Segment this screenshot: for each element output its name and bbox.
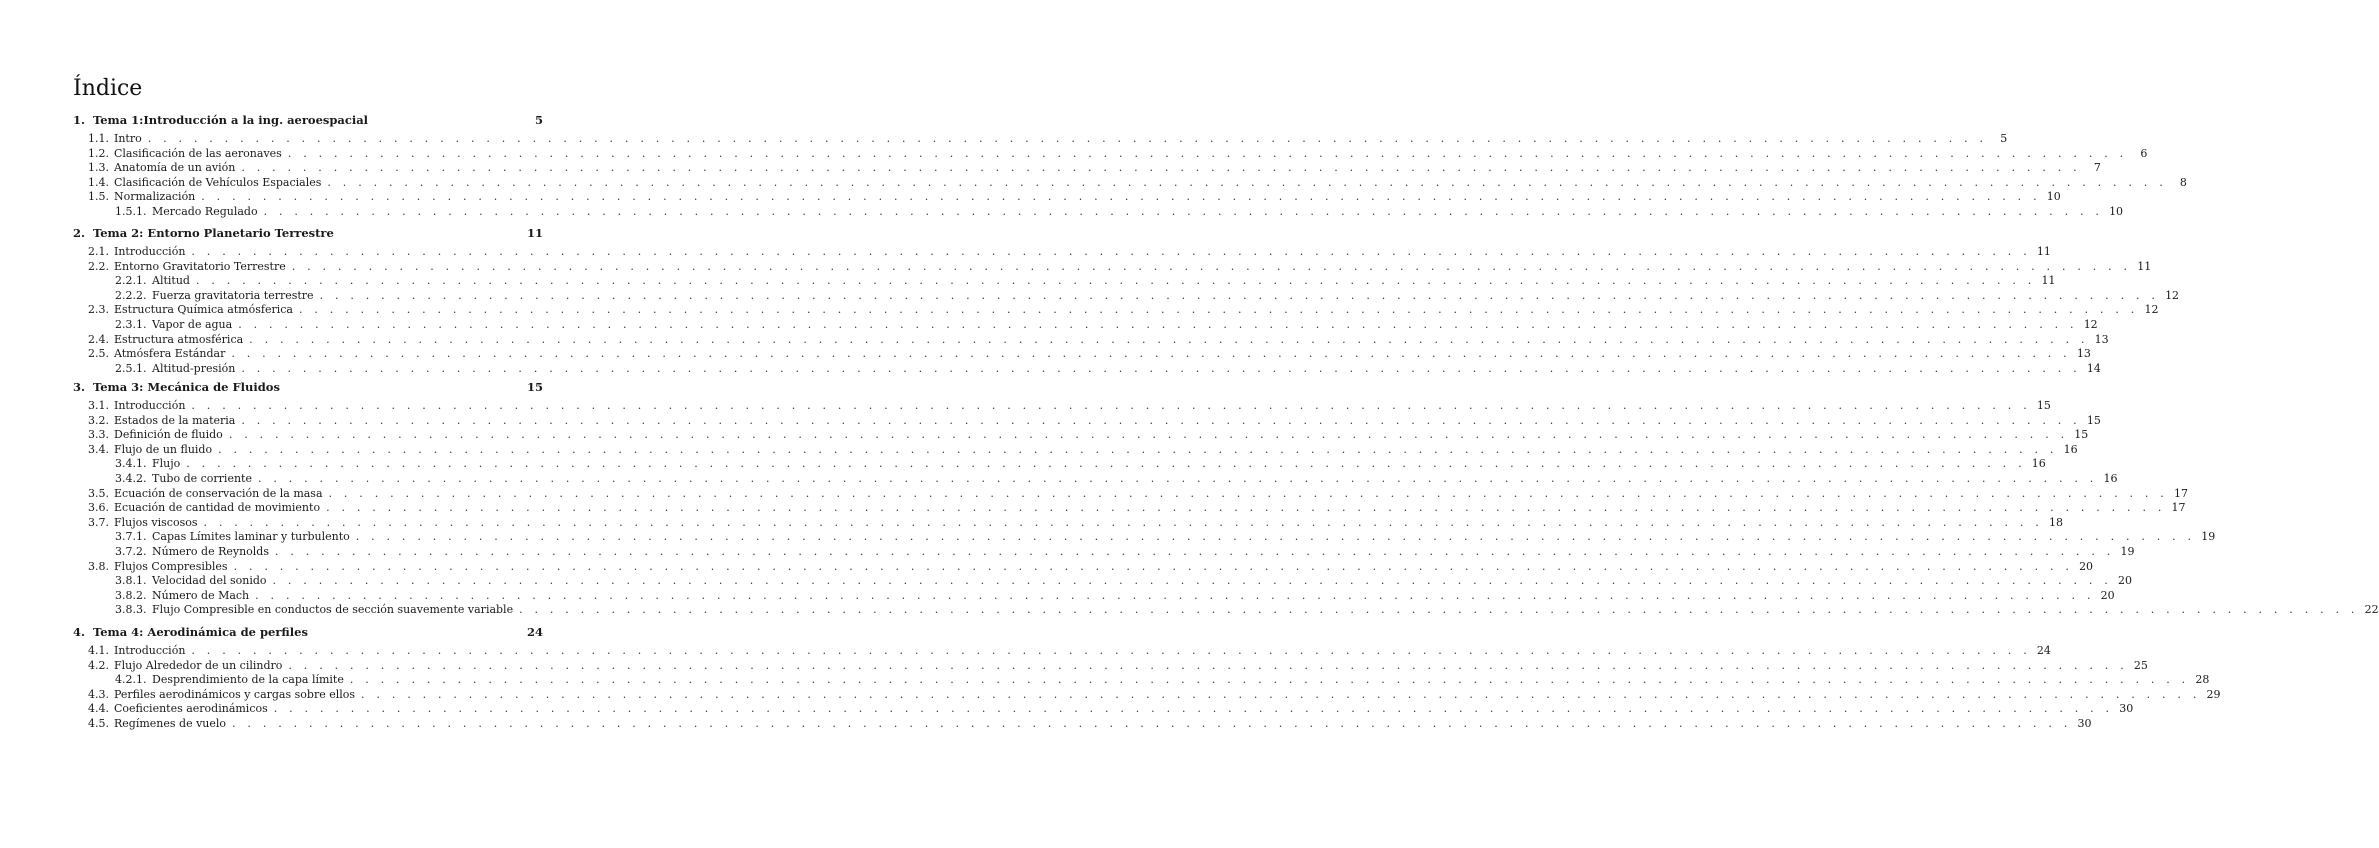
entry-title: Estructura Química atmósferica xyxy=(114,303,293,317)
entry-number: 4.3. xyxy=(88,687,109,701)
leader-dots: . . . . . . . . . . . . . . . . . . . . . . . . . . . . . . . . . . . . . . . . . . . . . . . . . . . . . . . . . . . . . . . . . . . . . . . . . . . . . . . . . . . . . . . . . . . . . . . . . . . . . . . . . . . . . . . . . . . . . . . . xyxy=(203,515,2043,529)
entry-page-number: 13 xyxy=(2094,332,2109,346)
entry-number: 3.8.2. xyxy=(115,588,147,602)
chapter-page-number: 11 xyxy=(526,226,543,240)
leader-dots: . . . . . . . . . . . . . . . . . . . . . . . . . . . . . . . . . . . . . . . . . . . . . . . . . . . . . . . . . . . . . . . . . . . . . . . . . . . . . . . . . . . . . . . . . . . . . . . . . . . . . . . . . . . . . . . . . . . . . . . . xyxy=(326,501,2166,515)
entry-title: Ecuación de conservación de la masa xyxy=(114,486,323,500)
leader-dots: . . . . . . . . . . . . . . . . . . . . . . . . . . . . . . . . . . . . . . . . . . . . . . . . . . . . . . . . . . . . . . . . . . . . . . . . . . . . . . . . . . . . . . . . . . . . . . . . . . . . . . . . . . . . . . . . . . . . . . . . xyxy=(287,146,2128,160)
entry-title: Fuerza gravitatoria terrestre xyxy=(152,288,314,302)
entry-number: 1.5.1. xyxy=(115,205,147,218)
toc-subsection-row[interactable] xyxy=(73,288,2180,303)
entry-number: 1.3. xyxy=(88,161,109,175)
leader-dots: . . . . . . . . . . . . . . . . . . . . . . . . . . . . . . . . . . . . . . . . . . . . . . . . . . . . . . . . . . . . . . . . . . . . . . . . . . . . . . . . . . . . . . . . . . . . . . . . . . . . . . . . . . . . . . . . . . . . . . . . xyxy=(238,318,2078,331)
entry-page-number: 13 xyxy=(2076,347,2091,361)
entry-number: 2.4. xyxy=(88,332,109,346)
toc-section-row[interactable] xyxy=(73,501,2186,515)
leader-dots: . . . . . . . . . . . . . . . . . . . . . . . . . . . . . . . . . . . . . . . . . . . . . . . . . . . . . . . . . . . . . . . . . . . . . . . . . . . . . . . . . . . . . . . . . . . . . . . . . . . . . . . . . . . . . . . . . . . . . . . . xyxy=(328,486,2168,500)
entry-title: Flujos viscosos xyxy=(114,515,198,529)
leader-dots: . . . . . . . . . . . . . . . . . . . . . . . . . . . . . . . . . . . . . . . . . . . . . . . . . . . . . . . . . . . . . . . . . . . . . . . . . . . . . . . . . . . . . . . . . . . . . . . . . . . . . . . . . . . . . . . . . . . . . . . . xyxy=(241,161,2081,175)
toc-section-row[interactable] xyxy=(73,399,2051,413)
toc-section-row[interactable] xyxy=(73,687,2221,702)
toc-section-row[interactable] xyxy=(73,442,2078,457)
entry-page-number: 8 xyxy=(2179,175,2187,189)
leader-dots: . . . . . . . . . . . . . . . . . . . . . . . . . . . . . . . . . . . . . . . . . . . . . . . . . . . . . . . . . . . . . . . . . . . . . . . . . . . . . . . . . . . . . . . . . . . . . . . . . . . . . . . . . . . . . . . . . . . . . . . . xyxy=(355,530,2196,544)
entry-page-number: 14 xyxy=(2086,361,2101,375)
chapter-number: 4. xyxy=(73,625,86,639)
entry-title: Coeficientes aerodinámicos xyxy=(114,702,268,716)
toc-subsection-row[interactable] xyxy=(73,472,2118,486)
toc-chapter-row[interactable] xyxy=(73,113,543,127)
entry-page-number: 20 xyxy=(2100,588,2115,602)
toc-subsection-row[interactable] xyxy=(73,530,2216,544)
entry-number: 2.2.2. xyxy=(115,288,147,302)
entry-title: Clasificación de las aeronaves xyxy=(114,146,282,160)
entry-page-number: 12 xyxy=(2144,303,2159,317)
entry-number: 1.4. xyxy=(88,175,109,189)
toc-chapter-row[interactable] xyxy=(73,625,543,639)
entry-page-number: 11 xyxy=(2041,274,2056,288)
entry-number: 3.4. xyxy=(88,442,109,456)
entry-title: Flujos Compresibles xyxy=(114,559,228,573)
entry-number: 2.1. xyxy=(88,245,109,258)
entry-number: 3.8. xyxy=(88,559,109,573)
entry-title: Altitud xyxy=(152,274,190,288)
leader-dots: . . . . . . . . . . . . . . . . . . . . . . . . . . . . . . . . . . . . . . . . . . . . . . . . . . . . . . . . . . . . . . . . . . . . . . . . . . . . . . . . . . . . . . . . . . . . . . . . . . . . . . . . . . . . . . . . . . . . . . . . xyxy=(191,399,2031,412)
entry-page-number: 16 xyxy=(2031,457,2046,471)
entry-title: Desprendimiento de la capa límite xyxy=(152,673,344,687)
entry-title: Definición de fluido xyxy=(114,428,223,442)
entry-page-number: 15 xyxy=(2036,399,2051,412)
entry-number: 1.2. xyxy=(88,146,109,160)
entry-title: Introducción xyxy=(114,644,186,657)
toc-section-row[interactable] xyxy=(73,559,2094,574)
toc-section-row[interactable] xyxy=(73,515,2063,530)
leader-dots: . . . . . . . . . . . . . . . . . . . . . . . . . . . . . . . . . . . . . . . . . . . . . . . . . . . . . . . . . . . . . . . . . . . . . . . . . . . . . . . . . . . . . . . . . . . . . . . . . . . . . . . . . . . . . . . . . . . . . . . . xyxy=(241,361,2081,375)
toc-section-row[interactable] xyxy=(73,413,2101,428)
entry-title: Flujo xyxy=(152,457,181,471)
entry-number: 2.5. xyxy=(88,347,109,361)
leader-dots: . . . . . . . . . . . . . . . . . . . . . . . . . . . . . . . . . . . . . . . . . . . . . . . . . . . . . . . . . . . . . . . . . . . . . . . . . . . . . . . . . . . . . . . . . . . . . . . . . . . . . . . . . . . . . . . . . . . . . . . . xyxy=(191,245,2031,258)
entry-page-number: 10 xyxy=(2046,190,2061,204)
toc-section-row[interactable] xyxy=(73,428,2089,442)
leader-dots: . . . . . . . . . . . . . . . . . . . . . . . . . . . . . . . . . . . . . . . . . . . . . . . . . . . . . . . . . . . . . . . . . . . . . . . . . . . . . . . . . . . . . . . . . . . . . . . . . . . . . . . . . . . . . . . . . . . . . . . . xyxy=(275,545,2115,558)
entry-number: 3.8.1. xyxy=(115,574,147,588)
entry-page-number: 25 xyxy=(2133,658,2148,672)
entry-page-number: 18 xyxy=(2048,515,2063,529)
toc-subsection-row[interactable] xyxy=(73,673,2210,687)
entry-title: Altitud-presión xyxy=(152,361,236,375)
toc-section-row[interactable] xyxy=(73,332,2109,347)
entry-number: 1.5. xyxy=(88,190,109,204)
entry-title: Flujo Alrededor de un cilindro xyxy=(114,658,283,672)
entry-number: 2.3. xyxy=(88,303,109,317)
chapter-number: 3. xyxy=(73,380,86,394)
entry-title: Clasificación de Vehículos Espaciales xyxy=(114,175,322,189)
leader-dots: . . . . . . . . . . . . . . . . . . . . . . . . . . . . . . . . . . . . . . . . . . . . . . . . . . . . . . . . . . . . . . . . . . . . . . . . . . . . . . . . . . . . . . . . . . . . . . . . . . . . . . . . . . . . . . . . . . . . . . . . xyxy=(319,288,2160,302)
entry-title: Entorno Gravitatorio Terrestre xyxy=(114,259,286,273)
entry-title: Intro xyxy=(114,132,142,145)
toc-section-row[interactable] xyxy=(73,175,2187,190)
entry-number: 3.4.1. xyxy=(115,457,147,471)
entry-page-number: 17 xyxy=(2174,486,2188,500)
entry-page-number: 29 xyxy=(2206,687,2221,701)
entry-title: Vapor de agua xyxy=(152,318,233,331)
entry-page-number: 5 xyxy=(2000,132,2008,145)
chapter-title: Tema 4: Aerodinámica de perfiles xyxy=(93,625,308,639)
entry-title: Mercado Regulado xyxy=(152,205,258,218)
entry-page-number: 15 xyxy=(2086,413,2101,427)
entry-number: 4.4. xyxy=(88,702,109,716)
toc-chapter-row[interactable] xyxy=(73,380,543,394)
leader-dots: . . . . . . . . . . . . . . . . . . . . . . . . . . . . . . . . . . . . . . . . . . . . . . . . . . . . . . . . . . . . . . . . . . . . . . . . . . . . . . . . . . . . . . . . . . . . . . . . . . . . . . . . . . . . . . . . . . . . . . . . xyxy=(201,190,2041,204)
entry-title: Regímenes de vuelo xyxy=(114,717,227,730)
entry-page-number: 28 xyxy=(2195,673,2210,687)
entry-number: 4.2.1. xyxy=(115,673,147,687)
entry-number: 3.7. xyxy=(88,515,109,529)
toc-section-row[interactable] xyxy=(73,486,2188,501)
entry-page-number: 11 xyxy=(2036,245,2051,258)
toc-section-row[interactable] xyxy=(73,245,2051,259)
toc-section-row[interactable] xyxy=(73,347,2091,361)
entry-page-number: 16 xyxy=(2103,472,2118,485)
leader-dots: . . . . . . . . . . . . . . . . . . . . . . . . . . . . . . . . . . . . . . . . . . . . . . . . . . . . . . . . . . . . . . . . . . . . . . . . . . . . . . . . . . . . . . . . . . . . . . . . . . . . . . . . . . . . . . . . . . . . . . . . xyxy=(147,132,1988,145)
chapter-title: Tema 1:Introducción a la ing. aeroespacial xyxy=(93,113,369,127)
leader-dots: . . . . . . . . . . . . . . . . . . . . . . . . . . . . . . . . . . . . . . . . . . . . . . . . . . . . . . . . . . . . . . . . . . . . . . . . . . . . . . . . . . . . . . . . . . . . . . . . . . . . . . . . . . . . . . . . . . . . . . . . xyxy=(255,588,2095,602)
leader-dots: . . . . . . . . . . . . . . . . . . . . . . . . . . . . . . . . . . . . . . . . . . . . . . . . . . . . . . . . . . . . . . . . . . . . . . . . . . . . . . . . . . . . . . . . . . . . . . . . . . . . . . . . . . . . . . . . . . . . . . . . xyxy=(519,603,2359,617)
entry-title: Normalización xyxy=(114,190,196,204)
entry-title: Anatomía de un avión xyxy=(114,161,236,175)
entry-page-number: 20 xyxy=(2079,559,2094,573)
entry-number: 3.6. xyxy=(88,501,109,515)
toc-section-row[interactable] xyxy=(73,190,2061,204)
entry-number: 2.3.1. xyxy=(115,318,147,331)
entry-number: 2.5.1. xyxy=(115,361,147,375)
leader-dots: . . . . . . . . . . . . . . . . . . . . . . . . . . . . . . . . . . . . . . . . . . . . . . . . . . . . . . . . . . . . . . . . . . . . . . . . . . . . . . . . . . . . . . . . . . . . . . . . . . . . . . . . . . . . . . . . . . . . . . . . xyxy=(233,559,2074,573)
entry-page-number: 15 xyxy=(2074,428,2089,442)
leader-dots: . . . . . . . . . . . . . . . . . . . . . . . . . . . . . . . . . . . . . . . . . . . . . . . . . . . . . . . . . . . . . . . . . . . . . . . . . . . . . . . . . . . . . . . . . . . . . . . . . . . . . . . . . . . . . . . . . . . . . . . . xyxy=(291,259,2132,273)
entry-title: Estructura atmosférica xyxy=(114,332,244,346)
toc-section-row[interactable] xyxy=(73,303,2159,317)
entry-page-number: 30 xyxy=(2077,717,2092,730)
entry-page-number: 30 xyxy=(2119,702,2134,716)
entry-title: Perfiles aerodinámicos y cargas sobre ellos xyxy=(114,687,356,701)
leader-dots: . . . . . . . . . . . . . . . . . . . . . . . . . . . . . . . . . . . . . . . . . . . . . . . . . . . . . . . . . . . . . . . . . . . . . . . . . . . . . . . . . . . . . . . . . . . . . . . . . . . . . . . . . . . . . . . . . . . . . . . . xyxy=(272,574,2112,588)
leader-dots: . . . . . . . . . . . . . . . . . . . . . . . . . . . . . . . . . . . . . . . . . . . . . . . . . . . . . . . . . . . . . . . . . . . . . . . . . . . . . . . . . . . . . . . . . . . . . . . . . . . . . . . . . . . . . . . . . . . . . . . . xyxy=(349,673,2190,687)
entry-title: Capas Límites laminar y turbulento xyxy=(152,530,350,544)
chapter-page-number: 24 xyxy=(526,625,543,639)
entry-page-number: 19 xyxy=(2201,530,2216,544)
entry-page-number: 16 xyxy=(2063,442,2078,456)
chapter-number: 1. xyxy=(73,113,86,127)
leader-dots: . . . . . . . . . . . . . . . . . . . . . . . . . . . . . . . . . . . . . . . . . . . . . . . . . . . . . . . . . . . . . . . . . . . . . . . . . . . . . . . . . . . . . . . . . . . . . . . . . . . . . . . . . . . . . . . . . . . . . . . . xyxy=(241,413,2081,427)
entry-title: Ecuación de cantidad de movimiento xyxy=(114,501,321,515)
toc-subsection-row[interactable] xyxy=(73,457,2046,471)
entry-title: Estados de la materia xyxy=(114,413,236,427)
entry-title: Número de Reynolds xyxy=(152,545,269,558)
entry-number: 3.4.2. xyxy=(115,472,147,485)
entry-page-number: 11 xyxy=(2137,259,2152,273)
toc-subsection-row[interactable] xyxy=(73,588,2115,603)
entry-page-number: 19 xyxy=(2120,545,2135,558)
toc-section-row[interactable] xyxy=(73,658,2148,673)
entry-title: Introducción xyxy=(114,245,186,258)
entry-title: Introducción xyxy=(114,399,186,412)
toc-section-row[interactable] xyxy=(73,717,2092,731)
entry-page-number: 12 xyxy=(2083,318,2098,331)
leader-dots: . . . . . . . . . . . . . . . . . . . . . . . . . . . . . . . . . . . . . . . . . . . . . . . . . . . . . . . . . . . . . . . . . . . . . . . . . . . . . . . . . . . . . . . . . . . . . . . . . . . . . . . . . . . . . . . . . . . . . . . . xyxy=(195,274,2036,288)
entry-number: 3.5. xyxy=(88,486,109,500)
entry-title: Tubo de corriente xyxy=(152,472,252,485)
leader-dots: . . . . . . . . . . . . . . . . . . . . . . . . . . . . . . . . . . . . . . . . . . . . . . . . . . . . . . . . . . . . . . . . . . . . . . . . . . . . . . . . . . . . . . . . . . . . . . . . . . . . . . . . . . . . . . . . . . . . . . . . xyxy=(257,472,2098,485)
entry-number: 3.8.3. xyxy=(115,603,147,617)
leader-dots: . . . . . . . . . . . . . . . . . . . . . . . . . . . . . . . . . . . . . . . . . . . . . . . . . . . . . . . . . . . . . . . . . . . . . . . . . . . . . . . . . . . . . . . . . . . . . . . . . . . . . . . . . . . . . . . . . . . . . . . . xyxy=(228,428,2069,442)
toc-subsection-row[interactable] xyxy=(73,318,2098,332)
entry-number: 4.2. xyxy=(88,658,109,672)
entry-page-number: 6 xyxy=(2140,146,2148,160)
leader-dots: . . . . . . . . . . . . . . . . . . . . . . . . . . . . . . . . . . . . . . . . . . . . . . . . . . . . . . . . . . . . . . . . . . . . . . . . . . . . . . . . . . . . . . . . . . . . . . . . . . . . . . . . . . . . . . . . . . . . . . . . xyxy=(298,303,2139,317)
entry-title: Velocidad del sonido xyxy=(152,574,267,588)
toc-subsection-row[interactable] xyxy=(73,274,2056,288)
toc-section-row[interactable] xyxy=(73,702,2134,716)
leader-dots: . . . . . . . . . . . . . . . . . . . . . . . . . . . . . . . . . . . . . . . . . . . . . . . . . . . . . . . . . . . . . . . . . . . . . . . . . . . . . . . . . . . . . . . . . . . . . . . . . . . . . . . . . . . . . . . . . . . . . . . . xyxy=(232,717,2072,730)
chapter-number: 2. xyxy=(73,226,86,240)
entry-page-number: 22 xyxy=(2364,603,2379,617)
leader-dots: . . . . . . . . . . . . . . . . . . . . . . . . . . . . . . . . . . . . . . . . . . . . . . . . . . . . . . . . . . . . . . . . . . . . . . . . . . . . . . . . . . . . . . . . . . . . . . . . . . . . . . . . . . . . . . . . . . . . . . . . xyxy=(273,702,2114,716)
entry-number: 3.7.2. xyxy=(115,545,147,558)
toc-section-row[interactable] xyxy=(73,146,2148,161)
entry-title: Atmósfera Estándar xyxy=(114,347,226,361)
toc-subsection-row[interactable] xyxy=(73,205,2124,219)
leader-dots: . . . . . . . . . . . . . . . . . . . . . . . . . . . . . . . . . . . . . . . . . . . . . . . . . . . . . . . . . . . . . . . . . . . . . . . . . . . . . . . . . . . . . . . . . . . . . . . . . . . . . . . . . . . . . . . . . . . . . . . . xyxy=(186,457,2026,471)
leader-dots: . . . . . . . . . . . . . . . . . . . . . . . . . . . . . . . . . . . . . . . . . . . . . . . . . . . . . . . . . . . . . . . . . . . . . . . . . . . . . . . . . . . . . . . . . . . . . . . . . . . . . . . . . . . . . . . . . . . . . . . . xyxy=(249,332,2089,346)
entry-page-number: 17 xyxy=(2171,501,2186,515)
toc-subsection-row[interactable] xyxy=(73,574,2132,588)
entry-number: 3.7.1. xyxy=(115,530,147,544)
chapter-title: Tema 2: Entorno Planetario Terrestre xyxy=(93,226,334,240)
leader-dots: . . . . . . . . . . . . . . . . . . . . . . . . . . . . . . . . . . . . . . . . . . . . . . . . . . . . . . . . . . . . . . . . . . . . . . . . . . . . . . . . . . . . . . . . . . . . . . . . . . . . . . . . . . . . . . . . . . . . . . . . xyxy=(288,658,2128,672)
entry-number: 3.3. xyxy=(88,428,109,442)
entry-number: 2.2.1. xyxy=(115,274,147,288)
entry-title: Flujo de un fluido xyxy=(114,442,213,456)
leader-dots: . . . . . . . . . . . . . . . . . . . . . . . . . . . . . . . . . . . . . . . . . . . . . . . . . . . . . . . . . . . . . . . . . . . . . . . . . . . . . . . . . . . . . . . . . . . . . . . . . . . . . . . . . . . . . . . . . . . . . . . . xyxy=(218,442,2058,456)
chapter-title: Tema 3: Mecánica de Fluidos xyxy=(93,380,280,394)
entry-number: 2.2. xyxy=(88,259,109,273)
toc-section-row[interactable] xyxy=(73,132,2008,146)
entry-number: 1.1. xyxy=(88,132,109,145)
entry-title: Número de Mach xyxy=(152,588,250,602)
entry-number: 3.1. xyxy=(88,399,109,412)
entry-number: 4.5. xyxy=(88,717,109,730)
entry-page-number: 24 xyxy=(2036,644,2051,657)
entry-number: 3.2. xyxy=(88,413,109,427)
toc-chapter-row[interactable] xyxy=(73,226,543,240)
toc-subsection-row[interactable] xyxy=(73,545,2135,559)
toc-subsection-row[interactable] xyxy=(73,603,2379,617)
toc-heading: Índice xyxy=(73,76,143,101)
toc-section-row[interactable] xyxy=(73,644,2051,658)
toc-section-row[interactable] xyxy=(73,259,2152,274)
leader-dots: . . . . . . . . . . . . . . . . . . . . . . . . . . . . . . . . . . . . . . . . . . . . . . . . . . . . . . . . . . . . . . . . . . . . . . . . . . . . . . . . . . . . . . . . . . . . . . . . . . . . . . . . . . . . . . . . . . . . . . . . xyxy=(231,347,2071,361)
entry-page-number: 20 xyxy=(2118,574,2132,588)
entry-page-number: 12 xyxy=(2165,288,2180,302)
chapter-page-number: 15 xyxy=(526,380,543,394)
leader-dots: . . . . . . . . . . . . . . . . . . . . . . . . . . . . . . . . . . . . . . . . . . . . . . . . . . . . . . . . . . . . . . . . . . . . . . . . . . . . . . . . . . . . . . . . . . . . . . . . . . . . . . . . . . . . . . . . . . . . . . . . xyxy=(263,205,2104,218)
chapter-page-number: 5 xyxy=(534,113,543,127)
toc-subsection-row[interactable] xyxy=(73,361,2101,376)
entry-page-number: 10 xyxy=(2109,205,2124,218)
leader-dots: . . . . . . . . . . . . . . . . . . . . . . . . . . . . . . . . . . . . . . . . . . . . . . . . . . . . . . . . . . . . . . . . . . . . . . . . . . . . . . . . . . . . . . . . . . . . . . . . . . . . . . . . . . . . . . . . . . . . . . . . xyxy=(361,687,2201,701)
leader-dots: . . . . . . . . . . . . . . . . . . . . . . . . . . . . . . . . . . . . . . . . . . . . . . . . . . . . . . . . . . . . . . . . . . . . . . . . . . . . . . . . . . . . . . . . . . . . . . . . . . . . . . . . . . . . . . . . . . . . . . . . xyxy=(327,175,2167,189)
toc-section-row[interactable] xyxy=(73,161,2101,175)
entry-number: 4.1. xyxy=(88,644,109,657)
leader-dots: . . . . . . . . . . . . . . . . . . . . . . . . . . . . . . . . . . . . . . . . . . . . . . . . . . . . . . . . . . . . . . . . . . . . . . . . . . . . . . . . . . . . . . . . . . . . . . . . . . . . . . . . . . . . . . . . . . . . . . . . xyxy=(191,644,2031,657)
entry-title: Flujo Compresible en conductos de sección suavemente variable xyxy=(152,603,514,617)
entry-page-number: 7 xyxy=(2093,161,2101,175)
